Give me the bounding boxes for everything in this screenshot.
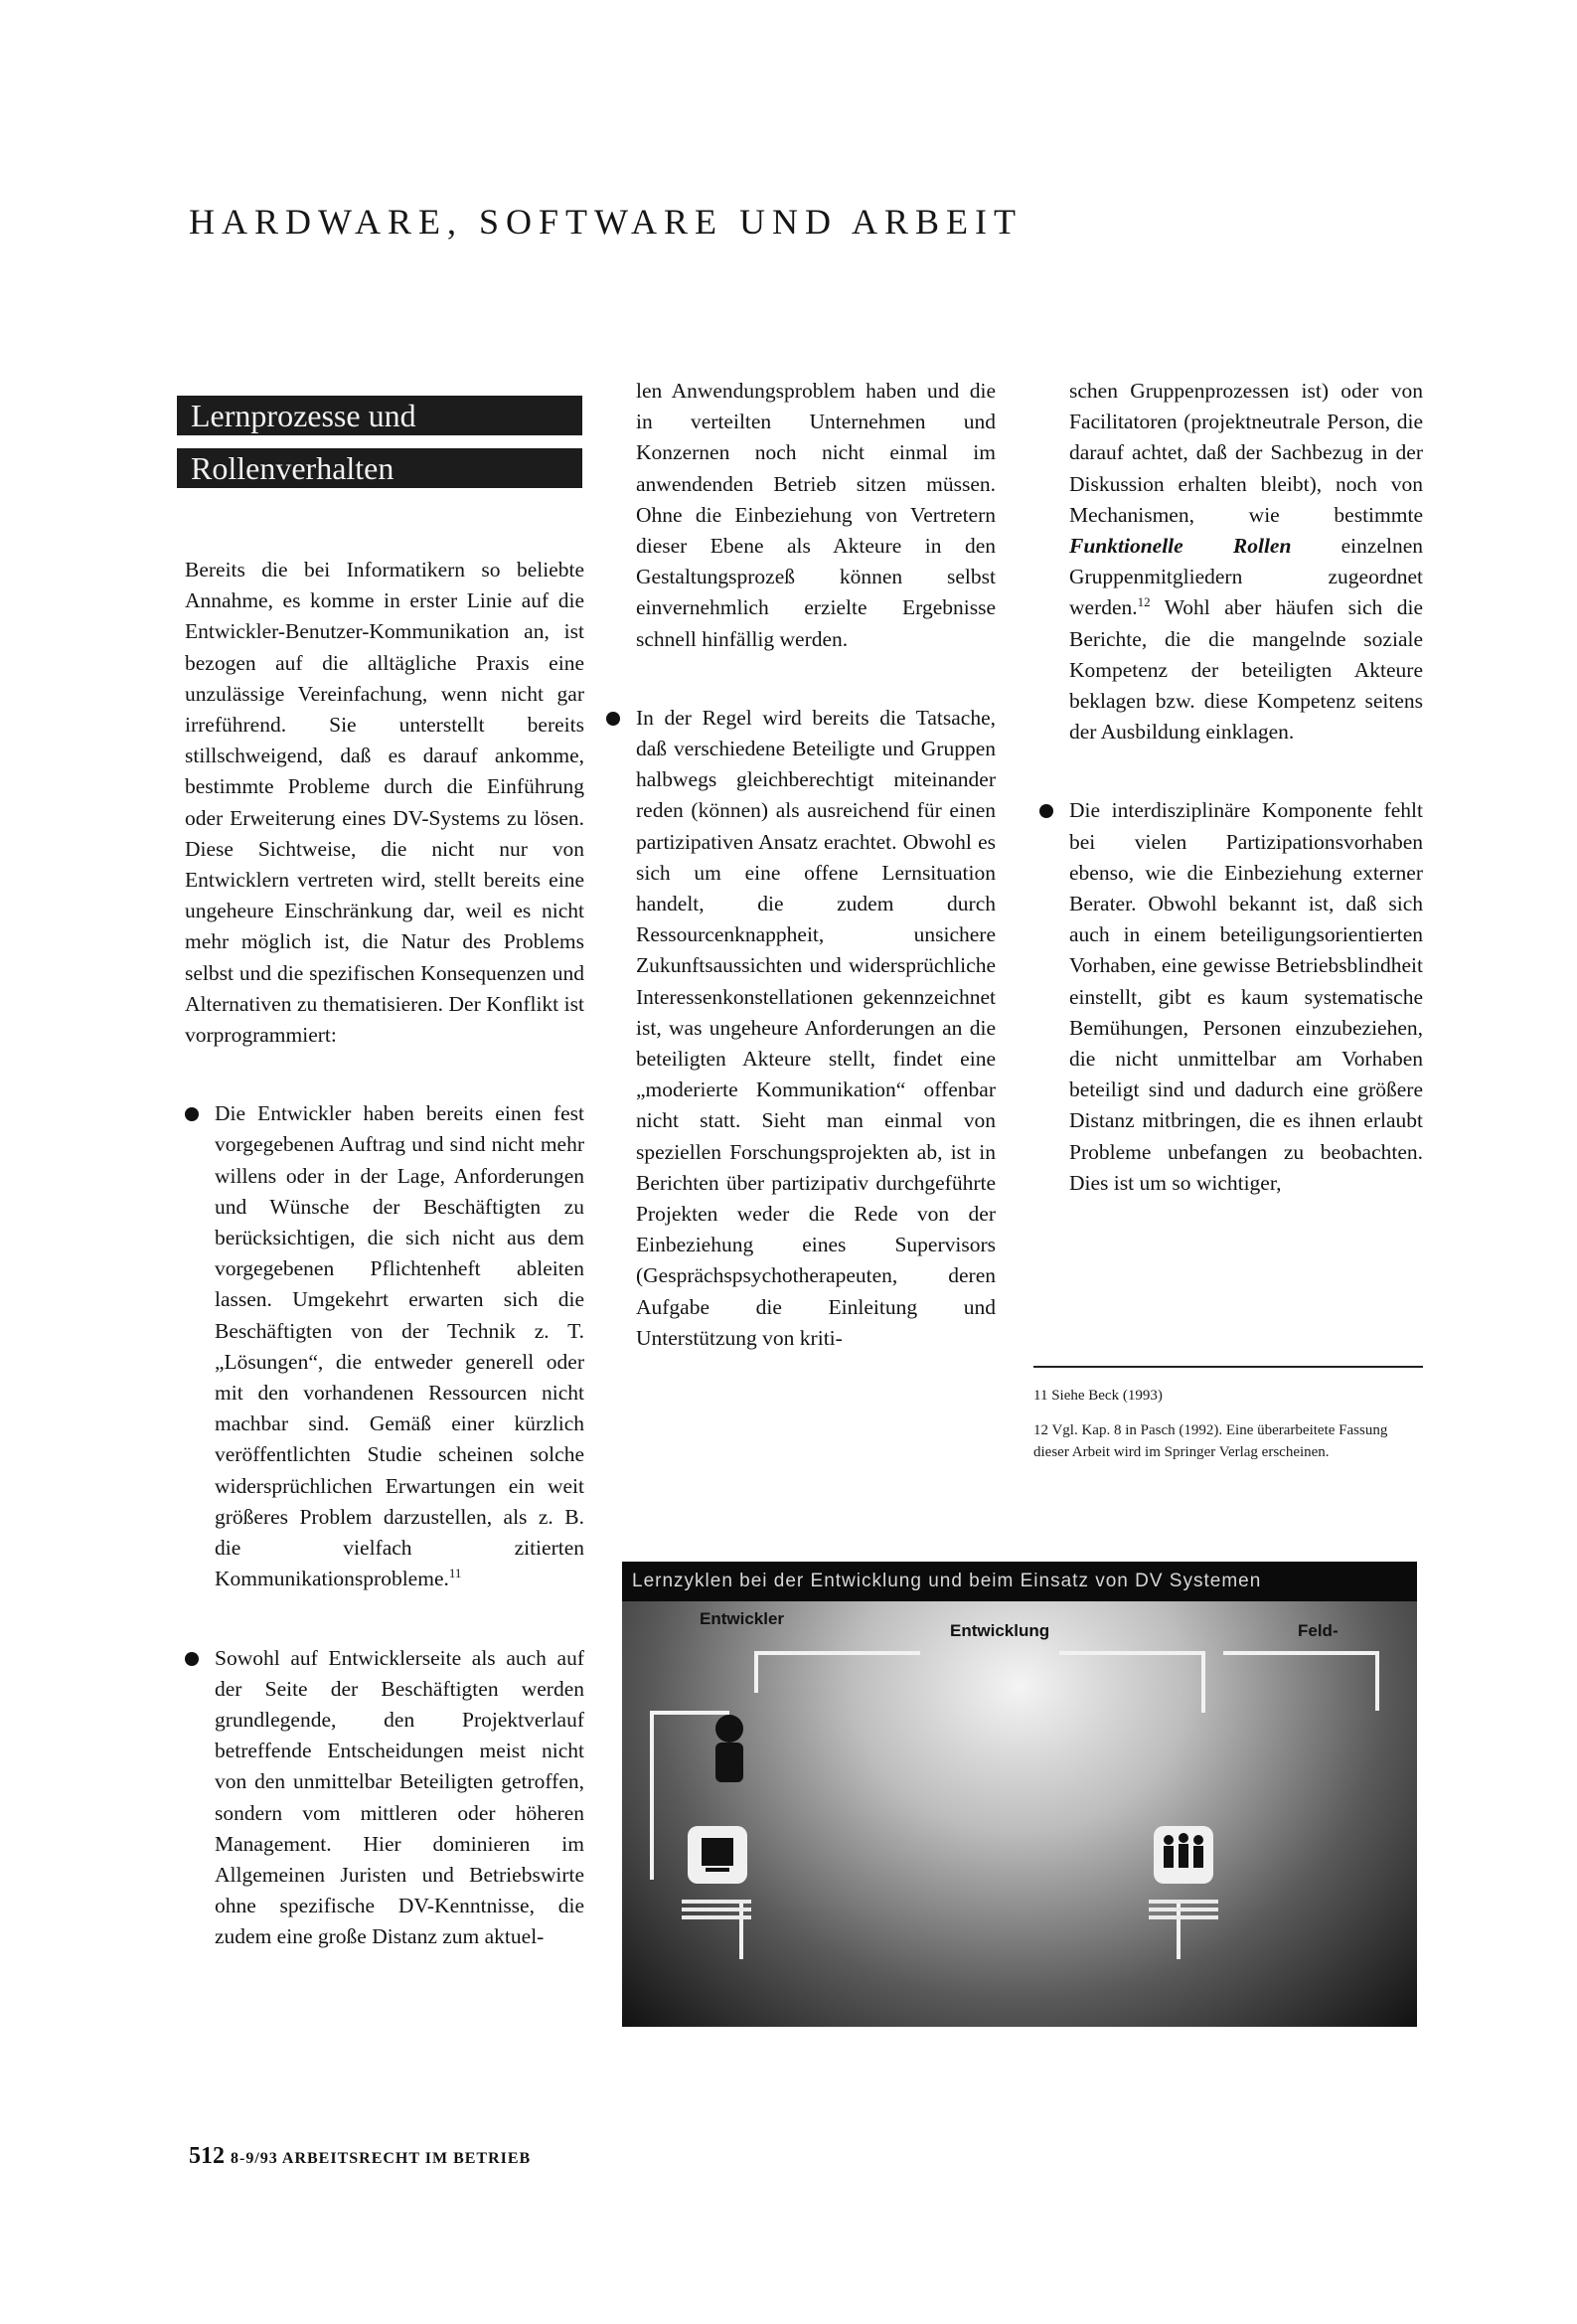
page-footer bbox=[189, 2143, 531, 2170]
bullet-icon bbox=[185, 1107, 199, 1121]
footnote-11: 11 Siehe Beck (1993) bbox=[1033, 1388, 1163, 1404]
footnote-ref-12: 12 bbox=[1137, 594, 1151, 610]
figure-learning-cycles bbox=[622, 1562, 1417, 2027]
bullet-item-2 bbox=[185, 1643, 584, 1953]
bullet-item-1 bbox=[185, 1098, 584, 1594]
bullet-item-3 bbox=[606, 703, 996, 1354]
figure-title: Lernzyklen bei der Entwicklung und beim Einsatz von DV Systemen bbox=[622, 1562, 1417, 1601]
developer-person-icon bbox=[715, 1715, 743, 1782]
bullet-2-text: Sowohl auf Entwicklerseite als auch auf der Seite der Beschäftigten werden grundlegende, den Projektverlauf betreffende Entscheidungen meist nicht von den unmittelbar Beteiligten getroffen, sondern vom mittleren oder höheren Management. Hier dominieren im Allgemeinen Juristen und Betriebswirte ohne spezifische DV-Kenntnisse, die zudem eine große Distanz zum aktuel- bbox=[215, 1645, 584, 1949]
bullet-3-text: In der Regel wird bereits die Tatsache, daß verschiedene Beteiligte und Gruppen halbwegs gleichberechtigt miteinander reden (können) als ausreichend für einen partizipativen Ansatz erachtet. Obwohl es sich um eine offene Lernsituation handelt, die zudem durch Ressourcenknappheit, unsichere Zukunftsaussichten und widersprüchliche Interessenkonstellationen gekennzeichnet ist, was ungeheure Anforderungen an die beteiligten Akteure stellt, findet eine „moderierte Kommunikation“ offenbar nicht statt. Sieht man einmal von speziellen Forschungsprojekten ab, ist in Berichten über partizipativ durchgeführte Projekten weder die Rede von der Einbeziehung eines Supervisors (Gesprächspsychotherapeuten, deren Aufgabe die Einleitung und Unterstützung von kriti- bbox=[636, 705, 996, 1350]
column-2 bbox=[606, 376, 996, 1354]
bullet-1-text: Die Entwickler haben bereits einen fest vorgegebenen Auftrag und sind nicht mehr willens oder in der Lage, Anforderungen und Wünsche der Beschäftigten zu berücksichtigen, die sich nicht aus dem vorgegebenen Pflichtenheft ableiten lassen. Umgekehrt erwarten sich die Beschäftigten von der Technik z. T. „Lösungen“, die entweder generell oder mit den vorhandenen Ressourcen nicht machbar sind. Gemäß einer kürzlich veröffentlichten Studie scheinen solche widersprüchlichen Erwartungen ein weit größeres Problem darzustellen, als z. B. die vielfach zitierten Kommunikationsprobleme. bbox=[215, 1101, 584, 1591]
column-3 bbox=[1039, 376, 1423, 1199]
figure-diagram bbox=[622, 1601, 1417, 2027]
user-group-icon bbox=[1154, 1826, 1213, 1884]
col3-text-a: schen Gruppenprozessen ist) oder von Facilitatoren (projektneutrale Person, die darauf achtet, daß der Sachbezug in der Diskussion erhalten bleibt), noch von Mechanismen, wie bestimmte bbox=[1069, 379, 1423, 527]
section-heading-line2: Rollenverhalten bbox=[177, 448, 582, 488]
bullet-icon bbox=[185, 1652, 199, 1666]
footnote-rule bbox=[1033, 1366, 1423, 1368]
computer-icon bbox=[688, 1826, 747, 1884]
footnote-12: 12 Vgl. Kap. 8 in Pasch (1992). Eine überarbeitete Fassung dieser Arbeit wird im Springer Verlag erscheinen. bbox=[1033, 1422, 1388, 1460]
col3-text-b: einzelnen Gruppenmitgliedern zugeordnet werden. bbox=[1069, 534, 1424, 620]
bullet-4-text: Die interdisziplinäre Komponente fehlt bei vielen Partizipationsvorhaben ebenso, wie die Einbeziehung externer Berater. Obwohl bekannt ist, daß sich auch in einem beteiligungsorientierten Vorhaben, eine gewisse Betriebsblindheit einstellt, gibt es kaum systematische Bemühungen, Personen einzubeziehen, die nicht unmittelbar am Vorhaben beteiligt sind und dadurch eine größere Distanz mitbringen, die es ihnen erlaubt Probleme unbefangen zu beobachten. Dies ist um so wichtiger, bbox=[1069, 798, 1423, 1195]
footnote-ref-11: 11 bbox=[448, 1566, 462, 1581]
figure-label-feld: Feld- bbox=[1298, 1621, 1339, 1640]
figure-body bbox=[622, 1601, 1417, 2027]
bullet-item-4 bbox=[1039, 795, 1423, 1199]
col3-keyword: Funktionelle Rollen bbox=[1069, 534, 1292, 559]
journal-issue: 8-9/93 ARBEITSRECHT IM BETRIEB bbox=[231, 2150, 532, 2167]
column-1 bbox=[185, 555, 584, 1953]
bullet-icon bbox=[1039, 804, 1053, 818]
col3-text-c: Wohl aber häufen sich die Berichte, die die mangelnde soziale Kompetenz der beteiligten Akteure beklagen bzw. diese Kompetenz seitens der Ausbildung einklagen. bbox=[1069, 595, 1423, 745]
col3-continuation bbox=[1039, 376, 1423, 747]
col1-intro: Bereits die bei Informatikern so beliebte Annahme, es komme in erster Linie auf die Entwickler-Benutzer-Kommunikation an, ist bezogen auf die alltägliche Praxis eine unzulässige Vereinfachung, wenn nicht gar irreführend. Sie unterstellt bereits stillschweigend, daß es darauf ankomme, bestimmte Probleme durch die Einführung oder Erweiterung eines DV-Systems zu lösen. Diese Sichtweise, die nicht nur von Entwicklern vertreten wird, stellt bereits eine ungeheure Einschränkung dar, weil es nicht mehr möglich ist, die Natur des Problems selbst und die spezifischen Konsequenzen und Alternativen zu thematisieren. Der Konflikt ist vorprogrammiert: bbox=[185, 558, 584, 1048]
figure-label-entwickler: Entwickler bbox=[700, 1609, 785, 1628]
section-heading-line1: Lernprozesse und bbox=[177, 396, 582, 435]
flow-arrows bbox=[652, 1653, 1377, 1959]
figure-label-entwicklung: Entwicklung bbox=[950, 1621, 1050, 1640]
running-head: HARDWARE, SOFTWARE UND ARBEIT bbox=[189, 202, 1024, 242]
col2-continuation: len Anwendungsproblem haben und die in verteilten Unternehmen und Konzernen noch nicht einmal im anwendenden Betrieb sitzen müssen. Ohne die Einbeziehung von Vertretern dieser Ebene als Akteure in den Gestaltungsprozeß können selbst einvernehmlich erzielte Ergebnisse schnell hinfällig werden. bbox=[636, 379, 996, 651]
keyboard-icon bbox=[682, 1900, 1218, 1919]
page-number: 512 bbox=[189, 2143, 225, 2169]
bullet-icon bbox=[606, 712, 620, 726]
